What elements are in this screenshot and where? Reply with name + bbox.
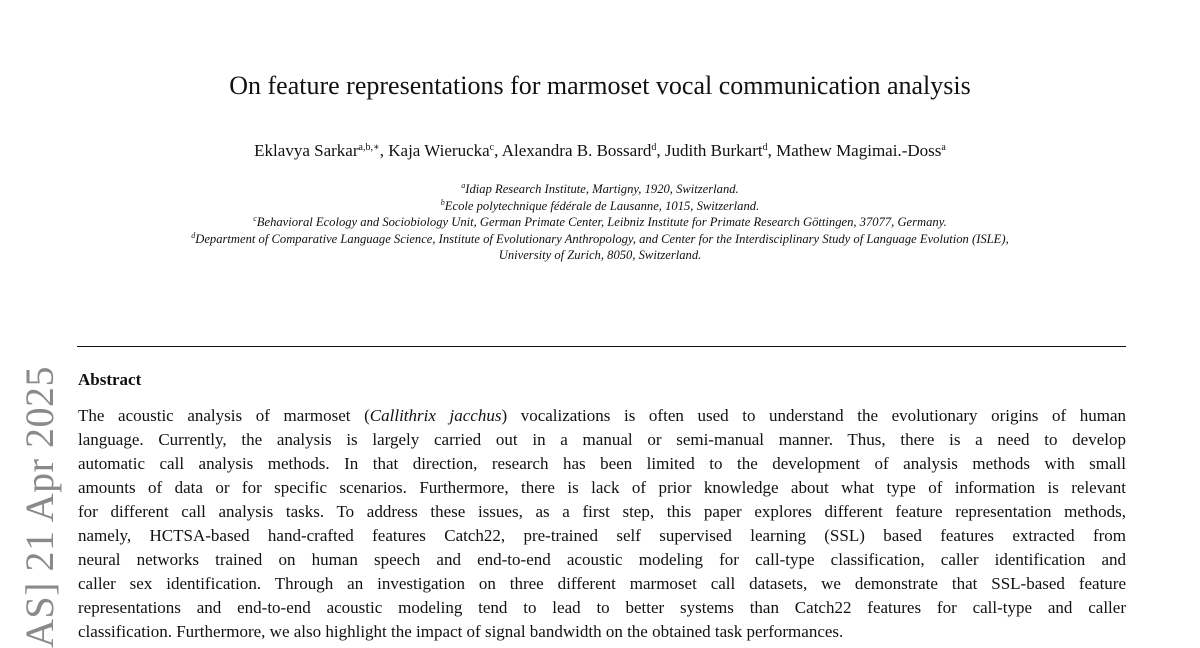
affiliation-line <box>60 181 1140 198</box>
abstract-line <box>78 500 1126 524</box>
affiliation-line <box>60 247 1140 264</box>
affiliation-text: University of Zurich, 8050, Switzerland. <box>498 248 702 263</box>
abstract-line <box>78 620 1126 644</box>
author-list <box>0 140 1200 162</box>
abstract-text: language. Currently, the analysis is largely carried out in a manual or semi-manual manner. Thus, there is a need to develop <box>78 430 1126 449</box>
affiliation-text: Idiap Research Institute, Martigny, 1920, Switzerland. <box>465 182 739 196</box>
abstract-text: neural networks trained on human speech and end-to-end acoustic modeling for call-type classification, caller identification and <box>78 550 1126 569</box>
abstract-line <box>78 404 1126 428</box>
section-divider <box>77 346 1126 347</box>
abstract-text: representations and end-to-end acoustic modeling tend to lead to better systems than Catch22 features for call-type and caller <box>78 598 1126 617</box>
affiliation-list <box>60 181 1140 264</box>
abstract-heading: Abstract <box>78 370 142 389</box>
abstract-line <box>78 452 1126 476</box>
author-name: Kaja Wierucka <box>388 141 490 160</box>
abstract-text: classification. Furthermore, we also highlight the impact of signal bandwidth on the obtained task performances. <box>78 622 844 641</box>
author-affiliation-mark: d <box>651 142 657 153</box>
affiliation-mark: d <box>191 230 196 240</box>
abstract-line <box>78 548 1126 572</box>
abstract-text: for different call analysis tasks. To address these issues, as a first step, this paper explores different feature representation methods, <box>78 502 1126 521</box>
abstract-line <box>78 572 1126 596</box>
affiliation-mark: a <box>461 181 466 190</box>
abstract-line <box>78 428 1126 452</box>
affiliation-mark: c <box>253 214 257 224</box>
author-affiliation-mark: d <box>762 142 768 153</box>
author-separator: , <box>379 141 389 160</box>
author-name: Eklavya Sarkar <box>254 141 359 160</box>
author-affiliation-mark: a,b,∗ <box>358 142 380 153</box>
paper-title: On feature representations for marmoset vocal communication analysis <box>229 71 971 100</box>
abstract-text: The acoustic analysis of marmoset ( <box>78 406 370 425</box>
abstract-line <box>78 476 1126 500</box>
author-affiliation-mark: a <box>941 142 946 153</box>
affiliation-line <box>60 198 1140 215</box>
abstract-text: namely, HCTSA-based hand-crafted features Catch22, pre-trained self supervised learning (SSL) based features extracted from <box>78 526 1126 545</box>
abstract-body <box>78 404 1126 644</box>
abstract-text: ) vocalizations is often used to understand the evolutionary origins of human <box>501 406 1127 425</box>
abstract-text: caller sex identification. Through an investigation on three different marmoset call datasets, we demonstrate that SSL-based feature <box>78 574 1126 593</box>
affiliation-line <box>60 214 1140 231</box>
abstract-text: amounts of data or for specific scenarios. Furthermore, there is lack of prior knowledge about what type of information is relevant <box>78 478 1126 497</box>
author-affiliation-mark: c <box>489 142 495 153</box>
author-separator: , <box>767 141 777 160</box>
author-name: Mathew Magimai.-Doss <box>776 141 942 160</box>
abstract-line <box>78 524 1126 548</box>
affiliation-text: Behavioral Ecology and Sociobiology Unit, German Primate Center, Leibniz Institute for Primate Research Göttingen, 37077, Germany. <box>256 215 947 230</box>
species-name: Callithrix jacchus <box>369 406 502 425</box>
abstract-text: automatic call analysis methods. In that direction, research has been limited to the development of analysis methods with small <box>78 454 1126 473</box>
affiliation-mark: b <box>440 197 445 207</box>
abstract-line <box>78 596 1126 620</box>
author-separator: , <box>494 141 502 160</box>
author-name: Judith Burkart <box>664 141 763 160</box>
arxiv-side-stamp: AS] 21 Apr 2025 <box>17 366 62 648</box>
affiliation-line <box>60 231 1140 248</box>
affiliation-text: Department of Comparative Language Science, Institute of Evolutionary Anthropology, and Center for the Interdisciplinary Study of Language Evolution (ISLE), <box>195 231 1009 246</box>
author-separator: , <box>656 141 665 160</box>
author-name: Alexandra B. Bossard <box>501 141 652 160</box>
affiliation-text: Ecole polytechnique fédérale de Lausanne, 1015, Switzerland. <box>444 198 760 213</box>
